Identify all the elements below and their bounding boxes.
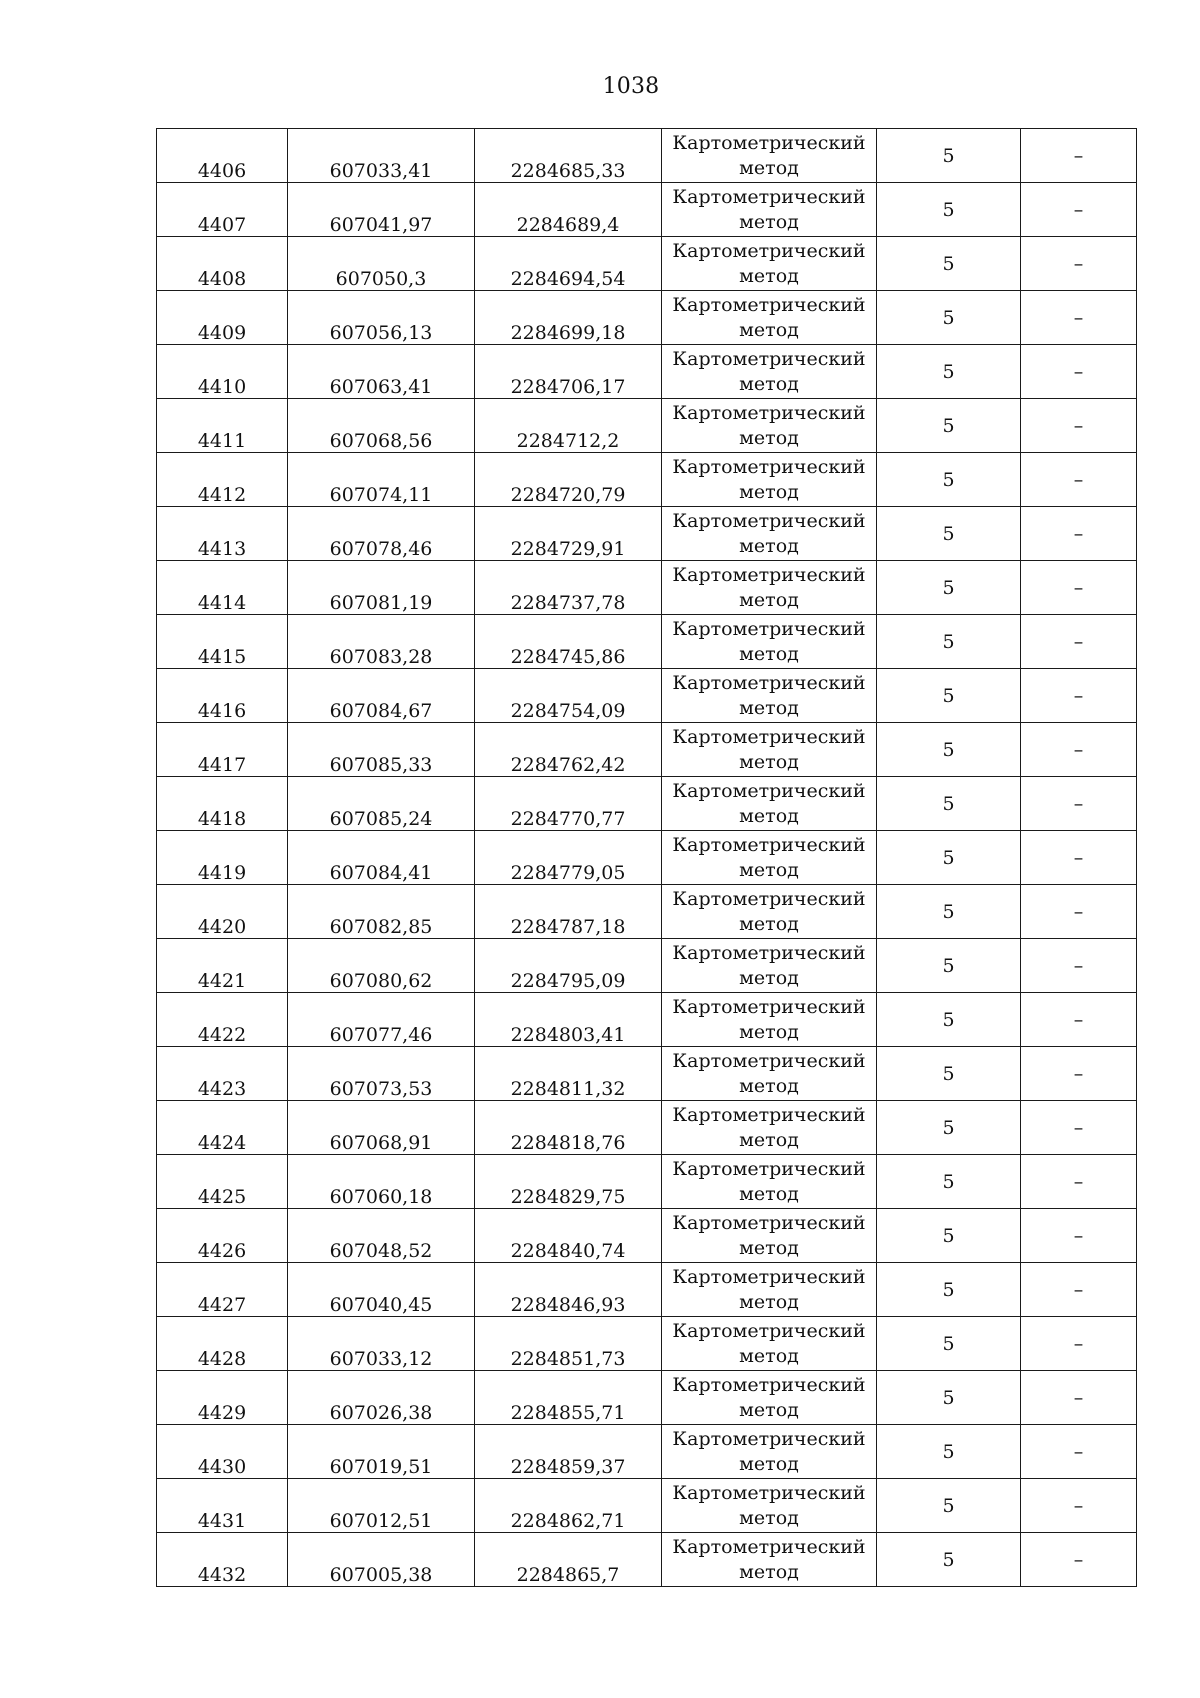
x-coordinate-cell: 607048,52 [288,1209,475,1263]
method-text-line2: метод [739,426,799,449]
point-number-cell: 4422 [157,993,288,1047]
method-cell [662,1047,877,1101]
y-coordinate-cell: 2284846,93 [475,1263,662,1317]
method-text-line1: Картометрический [672,455,866,478]
y-coordinate-cell: 2284865,7 [475,1533,662,1587]
method-text-line1: Картометрический [672,725,866,748]
method-text-line1: Картометрический [672,1373,866,1396]
table-row [157,669,1137,723]
note-cell: – [1021,183,1137,237]
y-coordinate-cell: 2284795,09 [475,939,662,993]
x-coordinate-cell: 607082,85 [288,885,475,939]
accuracy-cell: 5 [877,129,1021,183]
table-row [157,1101,1137,1155]
method-text-line1: Картометрический [672,1319,866,1342]
y-coordinate-cell: 2284754,09 [475,669,662,723]
method-cell [662,291,877,345]
x-coordinate-cell: 607074,11 [288,453,475,507]
x-coordinate-cell: 607040,45 [288,1263,475,1317]
method-text-line2: метод [739,156,799,179]
note-cell: – [1021,1371,1137,1425]
point-number-cell: 4411 [157,399,288,453]
accuracy-cell: 5 [877,777,1021,831]
point-number-cell: 4430 [157,1425,288,1479]
note-cell: – [1021,1101,1137,1155]
note-cell: – [1021,777,1137,831]
table-row [157,1479,1137,1533]
point-number-cell: 4425 [157,1155,288,1209]
method-cell [662,345,877,399]
point-number-cell: 4414 [157,561,288,615]
y-coordinate-cell: 2284840,74 [475,1209,662,1263]
table-row [157,1047,1137,1101]
method-cell [662,1533,877,1587]
x-coordinate-cell: 607026,38 [288,1371,475,1425]
point-number-cell: 4413 [157,507,288,561]
y-coordinate-cell: 2284729,91 [475,507,662,561]
method-text-line1: Картометрический [672,941,866,964]
table-row [157,723,1137,777]
y-coordinate-cell: 2284706,17 [475,345,662,399]
x-coordinate-cell: 607084,67 [288,669,475,723]
table-row [157,831,1137,885]
note-cell: – [1021,615,1137,669]
point-number-cell: 4409 [157,291,288,345]
point-number-cell: 4419 [157,831,288,885]
table-row [157,561,1137,615]
note-cell: – [1021,1155,1137,1209]
method-cell [662,1101,877,1155]
method-text-line1: Картометрический [672,1481,866,1504]
accuracy-cell: 5 [877,561,1021,615]
note-cell: – [1021,237,1137,291]
y-coordinate-cell: 2284737,78 [475,561,662,615]
method-text-line2: метод [739,318,799,341]
y-coordinate-cell: 2284712,2 [475,399,662,453]
y-coordinate-cell: 2284745,86 [475,615,662,669]
method-text-line1: Картометрический [672,509,866,532]
note-cell: – [1021,291,1137,345]
method-text-line1: Картометрический [672,1211,866,1234]
point-number-cell: 4412 [157,453,288,507]
note-cell: – [1021,1479,1137,1533]
table-row [157,237,1137,291]
accuracy-cell: 5 [877,399,1021,453]
method-text-line1: Картометрический [672,1103,866,1126]
x-coordinate-cell: 607005,38 [288,1533,475,1587]
method-text-line1: Картометрический [672,833,866,856]
method-text-line1: Картометрический [672,185,866,208]
note-cell: – [1021,1533,1137,1587]
method-cell [662,669,877,723]
y-coordinate-cell: 2284762,42 [475,723,662,777]
method-cell [662,1479,877,1533]
method-cell [662,399,877,453]
point-number-cell: 4424 [157,1101,288,1155]
method-text-line2: метод [739,696,799,719]
table-row [157,777,1137,831]
point-number-cell: 4407 [157,183,288,237]
accuracy-cell: 5 [877,1371,1021,1425]
method-text-line2: метод [739,534,799,557]
method-cell [662,885,877,939]
method-text-line1: Картометрический [672,1535,866,1558]
y-coordinate-cell: 2284803,41 [475,993,662,1047]
method-text-line2: метод [739,1452,799,1475]
method-cell [662,615,877,669]
table-row [157,1371,1137,1425]
method-text-line2: метод [739,642,799,665]
y-coordinate-cell: 2284818,76 [475,1101,662,1155]
method-cell [662,993,877,1047]
y-coordinate-cell: 2284770,77 [475,777,662,831]
method-cell [662,723,877,777]
point-number-cell: 4420 [157,885,288,939]
note-cell: – [1021,129,1137,183]
y-coordinate-cell: 2284689,4 [475,183,662,237]
point-number-cell: 4431 [157,1479,288,1533]
accuracy-cell: 5 [877,1479,1021,1533]
x-coordinate-cell: 607063,41 [288,345,475,399]
x-coordinate-cell: 607068,56 [288,399,475,453]
table-row [157,1209,1137,1263]
method-text-line2: метод [739,804,799,827]
accuracy-cell: 5 [877,1209,1021,1263]
accuracy-cell: 5 [877,939,1021,993]
method-cell [662,1371,877,1425]
method-cell [662,453,877,507]
y-coordinate-cell: 2284859,37 [475,1425,662,1479]
method-cell [662,1425,877,1479]
table-row [157,615,1137,669]
point-number-cell: 4418 [157,777,288,831]
method-text-line2: метод [739,750,799,773]
method-text-line2: метод [739,372,799,395]
method-text-line2: метод [739,1290,799,1313]
y-coordinate-cell: 2284787,18 [475,885,662,939]
point-number-cell: 4423 [157,1047,288,1101]
accuracy-cell: 5 [877,237,1021,291]
note-cell: – [1021,993,1137,1047]
table-row [157,345,1137,399]
accuracy-cell: 5 [877,1047,1021,1101]
point-number-cell: 4416 [157,669,288,723]
table-row [157,993,1137,1047]
x-coordinate-cell: 607083,28 [288,615,475,669]
accuracy-cell: 5 [877,345,1021,399]
method-cell [662,237,877,291]
note-cell: – [1021,1317,1137,1371]
method-cell [662,1209,877,1263]
point-number-cell: 4426 [157,1209,288,1263]
table-row [157,1533,1137,1587]
accuracy-cell: 5 [877,993,1021,1047]
page-number: 1038 [602,74,660,99]
x-coordinate-cell: 607085,24 [288,777,475,831]
method-text-line1: Картометрический [672,563,866,586]
table-row [157,939,1137,993]
method-text-line2: метод [739,588,799,611]
method-text-line1: Картометрический [672,1049,866,1072]
method-text-line2: метод [739,1398,799,1421]
method-text-line2: метод [739,1344,799,1367]
note-cell: – [1021,669,1137,723]
y-coordinate-cell: 2284851,73 [475,1317,662,1371]
method-text-line2: метод [739,1020,799,1043]
accuracy-cell: 5 [877,1533,1021,1587]
accuracy-cell: 5 [877,183,1021,237]
accuracy-cell: 5 [877,1155,1021,1209]
x-coordinate-cell: 607019,51 [288,1425,475,1479]
note-cell: – [1021,831,1137,885]
y-coordinate-cell: 2284694,54 [475,237,662,291]
table-row [157,1155,1137,1209]
note-cell: – [1021,453,1137,507]
method-text-line1: Картометрический [672,401,866,424]
note-cell: – [1021,723,1137,777]
method-cell [662,831,877,885]
method-text-line2: метод [739,1506,799,1529]
accuracy-cell: 5 [877,669,1021,723]
method-cell [662,1263,877,1317]
method-cell [662,1317,877,1371]
table-row [157,183,1137,237]
x-coordinate-cell: 607012,51 [288,1479,475,1533]
x-coordinate-cell: 607078,46 [288,507,475,561]
method-text-line2: метод [739,480,799,503]
note-cell: – [1021,1209,1137,1263]
method-cell [662,129,877,183]
method-text-line2: метод [739,858,799,881]
method-text-line1: Картометрический [672,1427,866,1450]
x-coordinate-cell: 607081,19 [288,561,475,615]
x-coordinate-cell: 607080,62 [288,939,475,993]
table-row [157,1425,1137,1479]
table-row [157,129,1137,183]
method-cell [662,1155,877,1209]
x-coordinate-cell: 607033,12 [288,1317,475,1371]
method-cell [662,507,877,561]
accuracy-cell: 5 [877,1101,1021,1155]
note-cell: – [1021,399,1137,453]
table-row [157,453,1137,507]
method-text-line1: Картометрический [672,995,866,1018]
method-text-line1: Картометрический [672,671,866,694]
y-coordinate-cell: 2284699,18 [475,291,662,345]
accuracy-cell: 5 [877,507,1021,561]
method-text-line2: метод [739,210,799,233]
x-coordinate-cell: 607068,91 [288,1101,475,1155]
table-row [157,507,1137,561]
method-text-line2: метод [739,1560,799,1583]
method-text-line1: Картометрический [672,293,866,316]
point-number-cell: 4415 [157,615,288,669]
x-coordinate-cell: 607085,33 [288,723,475,777]
method-cell [662,777,877,831]
accuracy-cell: 5 [877,831,1021,885]
point-number-cell: 4408 [157,237,288,291]
table-row [157,399,1137,453]
x-coordinate-cell: 607077,46 [288,993,475,1047]
method-text-line1: Картометрический [672,131,866,154]
method-text-line1: Картометрический [672,617,866,640]
y-coordinate-cell: 2284720,79 [475,453,662,507]
y-coordinate-cell: 2284779,05 [475,831,662,885]
point-number-cell: 4410 [157,345,288,399]
accuracy-cell: 5 [877,615,1021,669]
point-number-cell: 4421 [157,939,288,993]
x-coordinate-cell: 607073,53 [288,1047,475,1101]
point-number-cell: 4417 [157,723,288,777]
y-coordinate-cell: 2284685,33 [475,129,662,183]
table-row [157,885,1137,939]
accuracy-cell: 5 [877,453,1021,507]
method-text-line2: метод [739,1128,799,1151]
point-number-cell: 4429 [157,1371,288,1425]
method-text-line1: Картометрический [672,1157,866,1180]
method-cell [662,939,877,993]
accuracy-cell: 5 [877,291,1021,345]
table-row [157,1263,1137,1317]
note-cell: – [1021,1425,1137,1479]
accuracy-cell: 5 [877,1425,1021,1479]
x-coordinate-cell: 607041,97 [288,183,475,237]
method-text-line2: метод [739,264,799,287]
note-cell: – [1021,885,1137,939]
method-text-line2: метод [739,1236,799,1259]
x-coordinate-cell: 607056,13 [288,291,475,345]
point-number-cell: 4406 [157,129,288,183]
table-row [157,1317,1137,1371]
coordinates-table-body [157,129,1137,1587]
method-text-line1: Картометрический [672,347,866,370]
accuracy-cell: 5 [877,723,1021,777]
y-coordinate-cell: 2284811,32 [475,1047,662,1101]
note-cell: – [1021,345,1137,399]
coordinates-table [156,128,1137,1587]
point-number-cell: 4427 [157,1263,288,1317]
point-number-cell: 4428 [157,1317,288,1371]
accuracy-cell: 5 [877,885,1021,939]
method-text-line1: Картометрический [672,239,866,262]
x-coordinate-cell: 607060,18 [288,1155,475,1209]
accuracy-cell: 5 [877,1263,1021,1317]
method-text-line2: метод [739,912,799,935]
note-cell: – [1021,1263,1137,1317]
note-cell: – [1021,561,1137,615]
x-coordinate-cell: 607084,41 [288,831,475,885]
method-text-line1: Картометрический [672,1265,866,1288]
y-coordinate-cell: 2284862,71 [475,1479,662,1533]
x-coordinate-cell: 607050,3 [288,237,475,291]
note-cell: – [1021,939,1137,993]
point-number-cell: 4432 [157,1533,288,1587]
method-text-line2: метод [739,1182,799,1205]
method-text-line2: метод [739,1074,799,1097]
accuracy-cell: 5 [877,1317,1021,1371]
method-text-line1: Картометрический [672,779,866,802]
table-row [157,291,1137,345]
method-cell [662,561,877,615]
note-cell: – [1021,507,1137,561]
note-cell: – [1021,1047,1137,1101]
method-cell [662,183,877,237]
y-coordinate-cell: 2284829,75 [475,1155,662,1209]
x-coordinate-cell: 607033,41 [288,129,475,183]
y-coordinate-cell: 2284855,71 [475,1371,662,1425]
method-text-line1: Картометрический [672,887,866,910]
method-text-line2: метод [739,966,799,989]
